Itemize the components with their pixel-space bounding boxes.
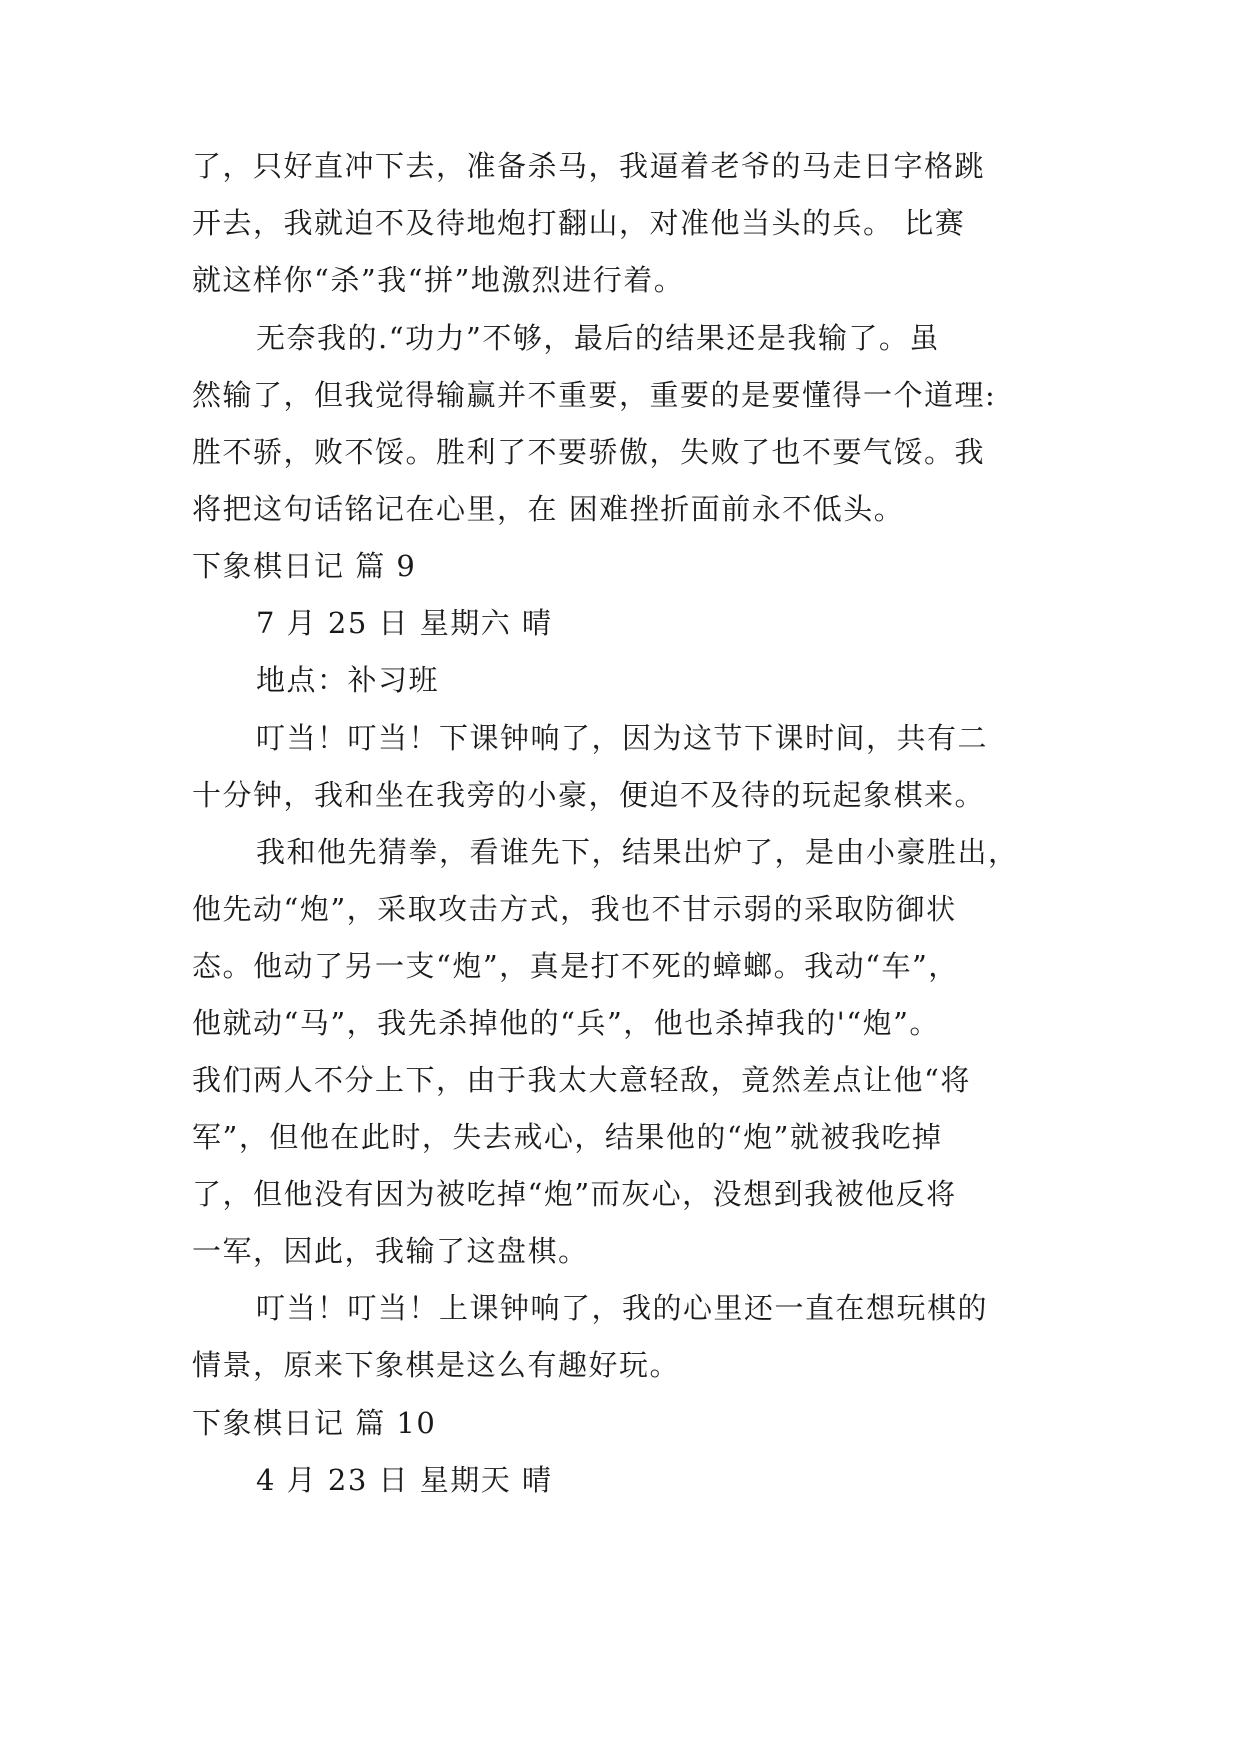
paragraph-line: 态。他动了另一支“炮”，真是打不死的蟑螂。我动“车”，: [192, 949, 959, 983]
date-line: 4 月 23 日 星期天 晴: [256, 1463, 553, 1497]
paragraph-line: 他就动“马”，我先杀掉他的“兵”，他也杀掉我的'“炮”。: [192, 1006, 940, 1040]
paragraph-line: 将把这句话铭记在心里，在 困难挫折面前永不低头。: [192, 492, 905, 526]
paragraph-line: 他先动“炮”，采取攻击方式，我也不甘示弱的采取防御状: [192, 892, 957, 926]
section-heading: 下象棋日记 篇 9: [192, 549, 417, 583]
paragraph-line: 军”，但他在此时，失去戒心，结果他的“炮”就被我吃掉: [192, 1120, 943, 1154]
date-line: 7 月 25 日 星期六 晴: [256, 606, 553, 640]
location-line: 地点：补习班: [256, 663, 440, 697]
paragraph-line: 情景，原来下象棋是这么有趣好玩。: [192, 1348, 681, 1382]
paragraph-line: 叮当！叮当！上课钟响了，我的心里还一直在想玩棋的: [256, 1291, 989, 1325]
paragraph-line: 我和他先猜拳，看谁先下，结果出炉了，是由小豪胜出，: [256, 835, 1019, 869]
paragraph-line: 胜不骄，败不馁。胜利了不要骄傲，失败了也不要气馁。我: [192, 435, 986, 469]
paragraph-line: 十分钟，我和坐在我旁的小豪，便迫不及待的玩起象棋来。: [192, 778, 986, 812]
paragraph-line: 我们两人不分上下，由于我太大意轻敌，竟然差点让他“将: [192, 1063, 971, 1097]
paragraph-line: 开去，我就迫不及待地炮打翻山，对准他当头的兵。 比赛: [192, 206, 966, 240]
paragraph-line: 了，只好直冲下去，准备杀马，我逼着老爷的马走日字格跳: [192, 149, 986, 183]
paragraph-line: 无奈我的.“功力”不够，最后的结果还是我输了。虽: [256, 321, 940, 355]
paragraph-line: 就这样你“杀”我“拼”地激烈进行着。: [192, 263, 685, 297]
paragraph-line: 叮当！叮当！下课钟响了，因为这节下课时间，共有二: [256, 721, 989, 755]
section-heading: 下象棋日记 篇 10: [192, 1406, 437, 1440]
paragraph-line: 然输了，但我觉得输赢并不重要，重要的是要懂得一个道理:: [192, 378, 997, 412]
paragraph-line: 了，但他没有因为被吃掉“炮”而灰心，没想到我被他反将: [192, 1177, 957, 1211]
paragraph-line: 一军，因此，我输了这盘棋。: [192, 1234, 589, 1268]
